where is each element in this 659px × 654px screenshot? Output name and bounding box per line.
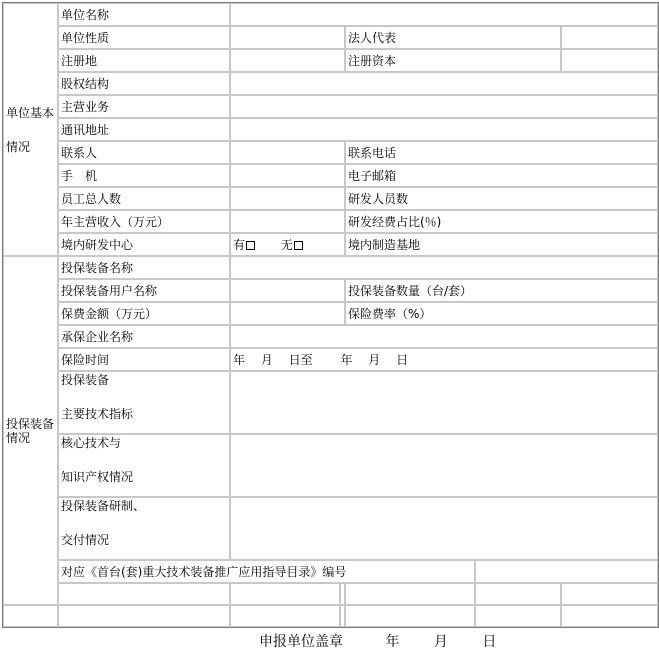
label-address: 通讯地址 <box>58 118 230 141</box>
label-equity: 股权结构 <box>58 72 230 95</box>
label-rd-center: 境内研发中心 <box>58 233 230 256</box>
label-reg-capital: 注册资本 <box>345 49 561 72</box>
field-equip-name[interactable] <box>230 256 658 279</box>
label-contact: 联系人 <box>58 141 230 164</box>
label-period: 保险时间 <box>58 348 230 371</box>
blank-cell[interactable] <box>345 583 475 605</box>
label-email: 电子邮箱 <box>345 164 658 187</box>
label-unit-name: 单位名称 <box>58 3 230 26</box>
blank-cell[interactable] <box>475 583 561 605</box>
blank-cell[interactable] <box>475 605 561 627</box>
label-rd-ratio: 研发经费占比(％) <box>345 210 658 233</box>
label-contact-phone: 联系电话 <box>345 141 658 164</box>
blank-cell[interactable] <box>561 605 658 627</box>
section-basic-info-title: 单位基本 情况 <box>3 3 58 256</box>
field-contact[interactable] <box>230 141 345 164</box>
rd-center-yes-option[interactable]: 有 <box>233 238 255 252</box>
field-business[interactable] <box>230 95 658 118</box>
label-unit-nature: 单位性质 <box>58 26 230 49</box>
field-period[interactable]: 年 月 日至 年 月 日 <box>230 348 658 371</box>
field-catalog-number[interactable] <box>475 560 658 583</box>
field-premium[interactable] <box>230 302 345 325</box>
label-quantity: 投保装备数量（台/套） <box>345 279 658 302</box>
label-staff: 员工总人数 <box>58 187 230 210</box>
label-business: 主营业务 <box>58 95 230 118</box>
footer-month: 月 <box>433 634 448 650</box>
blank-cell[interactable] <box>230 605 340 627</box>
label-revenue: 年主营收入（万元） <box>58 210 230 233</box>
field-legal-rep[interactable] <box>561 26 658 49</box>
label-insurer: 承保企业名称 <box>58 325 230 348</box>
label-tech-indicators: 投保装备 主要技术指标 <box>58 371 230 434</box>
footer-day: 日 <box>482 634 497 650</box>
label-catalog-number: 对应《首台(套)重大技术装备推广应用指导目录》编号 <box>58 560 475 583</box>
field-unit-name[interactable] <box>230 3 658 26</box>
field-reg-capital[interactable] <box>561 49 658 72</box>
field-insurer[interactable] <box>230 325 658 348</box>
field-core-tech[interactable] <box>230 434 658 497</box>
label-mfg-base: 境内制造基地 <box>345 233 658 256</box>
field-mobile[interactable] <box>230 164 345 187</box>
blank-cell[interactable] <box>58 583 230 605</box>
field-unit-nature[interactable] <box>230 26 345 49</box>
field-reg-place[interactable] <box>230 49 345 72</box>
label-reg-place: 注册地 <box>58 49 230 72</box>
label-mobile: 手 机 <box>58 164 230 187</box>
label-legal-rep: 法人代表 <box>345 26 561 49</box>
blank-cell[interactable] <box>230 583 340 605</box>
blank-cell[interactable] <box>561 583 658 605</box>
field-rd-center <box>230 233 345 256</box>
checkbox-icon[interactable] <box>294 241 303 250</box>
label-rate: 保险费率（%） <box>345 302 658 325</box>
blank-cell[interactable] <box>345 605 475 627</box>
footer-year: 年 <box>385 634 400 650</box>
blank-cell[interactable] <box>58 605 230 627</box>
field-tech-indicators[interactable] <box>230 371 658 434</box>
field-staff[interactable] <box>230 187 345 210</box>
field-user-name[interactable] <box>230 279 345 302</box>
field-address[interactable] <box>230 118 658 141</box>
label-core-tech: 核心技术与 知识产权情况 <box>58 434 230 497</box>
checkbox-icon[interactable] <box>246 241 255 250</box>
application-form-table <box>2 2 659 628</box>
label-equip-name: 投保装备名称 <box>58 256 230 279</box>
section-equipment-title: 投保装备 情况 <box>3 256 58 605</box>
label-premium: 保费金额（万元） <box>58 302 230 325</box>
label-user-name: 投保装备用户名称 <box>58 279 230 302</box>
rd-center-no-option[interactable]: 无 <box>281 238 303 252</box>
footer-seal-label: 申报单位盖章 <box>259 634 343 650</box>
footer-seal-line <box>259 631 496 651</box>
label-dev-delivery: 投保装备研制、 交付情况 <box>58 497 230 560</box>
blank-cell[interactable] <box>3 605 58 627</box>
field-equity[interactable] <box>230 72 658 95</box>
label-rd-staff: 研发人员数 <box>345 187 658 210</box>
field-dev-delivery[interactable] <box>230 497 658 560</box>
field-revenue[interactable] <box>230 210 345 233</box>
